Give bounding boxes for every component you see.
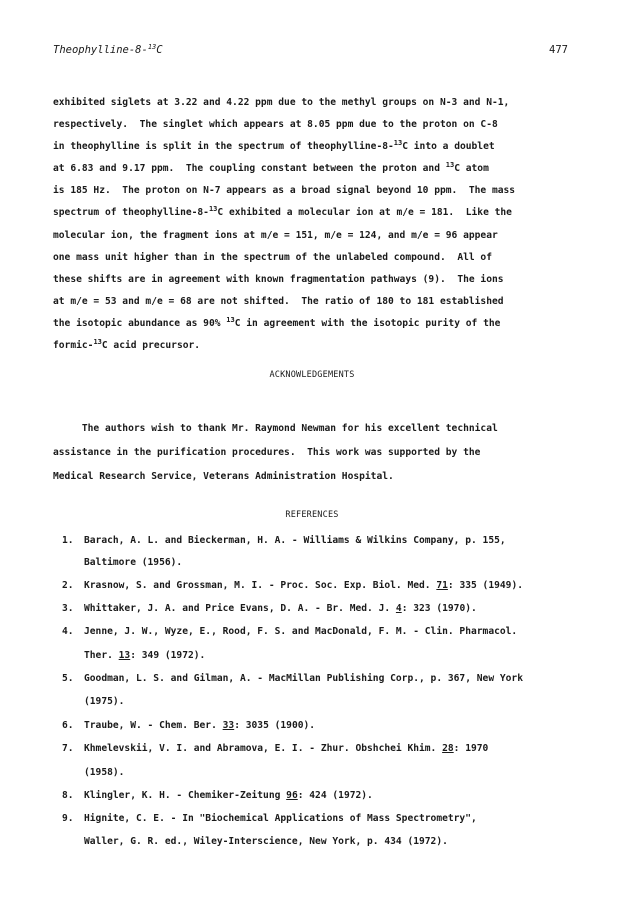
reference-line <box>84 790 373 801</box>
reference-line <box>84 813 477 824</box>
text-run: Baltimore (1956). <box>84 557 183 568</box>
reference-line <box>84 557 182 568</box>
superscript: 13 <box>393 139 403 147</box>
text-run: C acid precursor. <box>101 340 201 351</box>
superscript: 13 <box>226 316 235 324</box>
text-run: one mass unit higher than in the spectrum of the unlabeled compound. All of <box>53 252 492 263</box>
text-run: Krasnow, S. and Grossman, M. I. - Proc. Soc. Exp. Biol. Med. <box>84 580 437 591</box>
reference-number: 9. <box>62 813 74 824</box>
text-run: is 185 Hz. The proton on N-7 appears as a broad signal beyond 10 ppm. The mass <box>53 185 516 196</box>
running-title: Theophylline-8-$^{13}$C <box>53 43 163 56</box>
volume-number: 28 <box>442 743 454 754</box>
text-run: (1958). <box>84 767 125 778</box>
text-run: formic- <box>53 340 94 351</box>
text-run: C in agreement with the isotopic purity of the <box>234 318 501 329</box>
text-run: : 1970 <box>453 743 489 754</box>
superscript: 13 <box>93 338 102 346</box>
text-run: Jenne, J. W., Wyze, E., Rood, F. S. and MacDonald, F. M. - Clin. Pharmacol. <box>84 626 518 637</box>
reference-number: 3. <box>62 603 74 614</box>
volume-number: 33 <box>222 720 235 731</box>
volume-number: 13 <box>118 650 131 661</box>
reference-line <box>84 720 315 731</box>
text-run: Waller, G. R. ed., Wiley-Interscience, New York, p. 434 (1972). <box>84 836 448 847</box>
text-line: Medical Research Service, Veterans Administration Hospital. <box>53 471 394 482</box>
text-line: assistance in the purification procedures. This work was supported by the <box>53 447 481 458</box>
text-run: these shifts are in agreement with known fragmentation pathways (9). The ions <box>53 274 504 285</box>
text-run: Traube, W. - Chem. Ber. <box>84 720 223 731</box>
reference-line <box>84 836 448 847</box>
reference-number: 1. <box>62 535 74 546</box>
reference-number: 4. <box>62 626 74 637</box>
reference-line <box>84 743 488 754</box>
text-line <box>53 230 498 241</box>
reference-line <box>84 580 523 591</box>
text-line <box>53 340 200 351</box>
reference-number: 6. <box>62 720 74 731</box>
text-run: Whittaker, J. A. and Price Evans, D. A. - Br. Med. J. <box>84 603 396 614</box>
reference-line <box>84 650 205 661</box>
text-run: exhibited siglets at 3.22 and 4.22 ppm due to the methyl groups on N-3 and N-1, <box>53 97 510 108</box>
text-run: Ther. <box>84 650 119 661</box>
text-run: (1975). <box>84 696 125 707</box>
volume-number: 71 <box>436 580 448 591</box>
text-run: Barach, A. L. and Bieckerman, H. A. - Williams & Wilkins Company, p. 155, <box>84 535 506 546</box>
reference-number: 7. <box>62 743 74 754</box>
text-line <box>53 252 492 263</box>
text-run: Hignite, C. E. - In "Biochemical Applications of Mass Spectrometry", <box>84 813 477 824</box>
text-run: in theophylline is split in the spectrum of theophylline-8- <box>53 141 394 152</box>
text-line <box>53 163 489 174</box>
text-line <box>53 141 495 152</box>
text-line: The authors wish to thank Mr. Raymond Newman for his excellent technical <box>53 423 498 434</box>
superscript: 13 <box>445 161 455 169</box>
text-run: : 3035 (1900). <box>234 720 316 731</box>
reference-line <box>84 535 506 546</box>
text-run: at 6.83 and 9.17 ppm. The coupling constant between the proton and <box>53 163 446 174</box>
text-run: molecular ion, the fragment ions at m/e = 151, m/e = 124, and m/e = 96 appear <box>53 230 498 241</box>
text-run: C atom <box>454 163 489 174</box>
reference-line <box>84 626 517 637</box>
text-line <box>53 185 515 196</box>
reference-line <box>84 603 477 614</box>
text-line <box>53 207 512 218</box>
text-run: Goodman, L. S. and Gilman, A. - MacMillan Publishing Corp., p. 367, New York <box>84 673 523 684</box>
text-line <box>53 119 498 130</box>
acknowledgements-heading: ACKNOWLEDGEMENTS <box>269 370 355 380</box>
text-run: the isotopic abundance as 90% <box>53 318 227 329</box>
text-run: Khmelevskii, V. I. and Abramova, E. I. - Zhur. Obshchei Khim. <box>84 743 443 754</box>
text-run: respectively. The singlet which appears at 8.05 ppm due to the proton on C-8 <box>53 119 498 130</box>
text-run: Klingler, K. H. - Chemiker-Zeitung <box>84 790 287 801</box>
text-line <box>53 318 500 329</box>
references-heading: REFERENCES <box>285 510 339 520</box>
reference-line <box>84 673 523 684</box>
reference-line <box>84 696 124 707</box>
reference-number: 2. <box>62 580 74 591</box>
reference-number: 8. <box>62 790 74 801</box>
text-line <box>53 97 509 108</box>
volume-number: 4 <box>395 603 402 614</box>
reference-line <box>84 767 124 778</box>
superscript: 13 <box>208 205 218 213</box>
text-run: C exhibited a molecular ion at m/e = 181. Like the <box>217 207 512 218</box>
text-run: : 424 (1972). <box>297 790 373 801</box>
text-run: : 335 (1949). <box>447 580 523 591</box>
text-run: spectrum of theophylline-8- <box>53 207 209 218</box>
volume-number: 96 <box>286 790 298 801</box>
text-run: : 323 (1970). <box>401 603 477 614</box>
page-number: 477 <box>549 44 568 56</box>
text-run: C into a doublet <box>402 141 495 152</box>
text-line <box>53 274 504 285</box>
text-run: : 349 (1972). <box>130 650 206 661</box>
text-line <box>53 296 504 307</box>
text-run: at m/e = 53 and m/e = 68 are not shifted. The ratio of 180 to 181 established <box>53 296 504 307</box>
reference-number: 5. <box>62 673 74 684</box>
